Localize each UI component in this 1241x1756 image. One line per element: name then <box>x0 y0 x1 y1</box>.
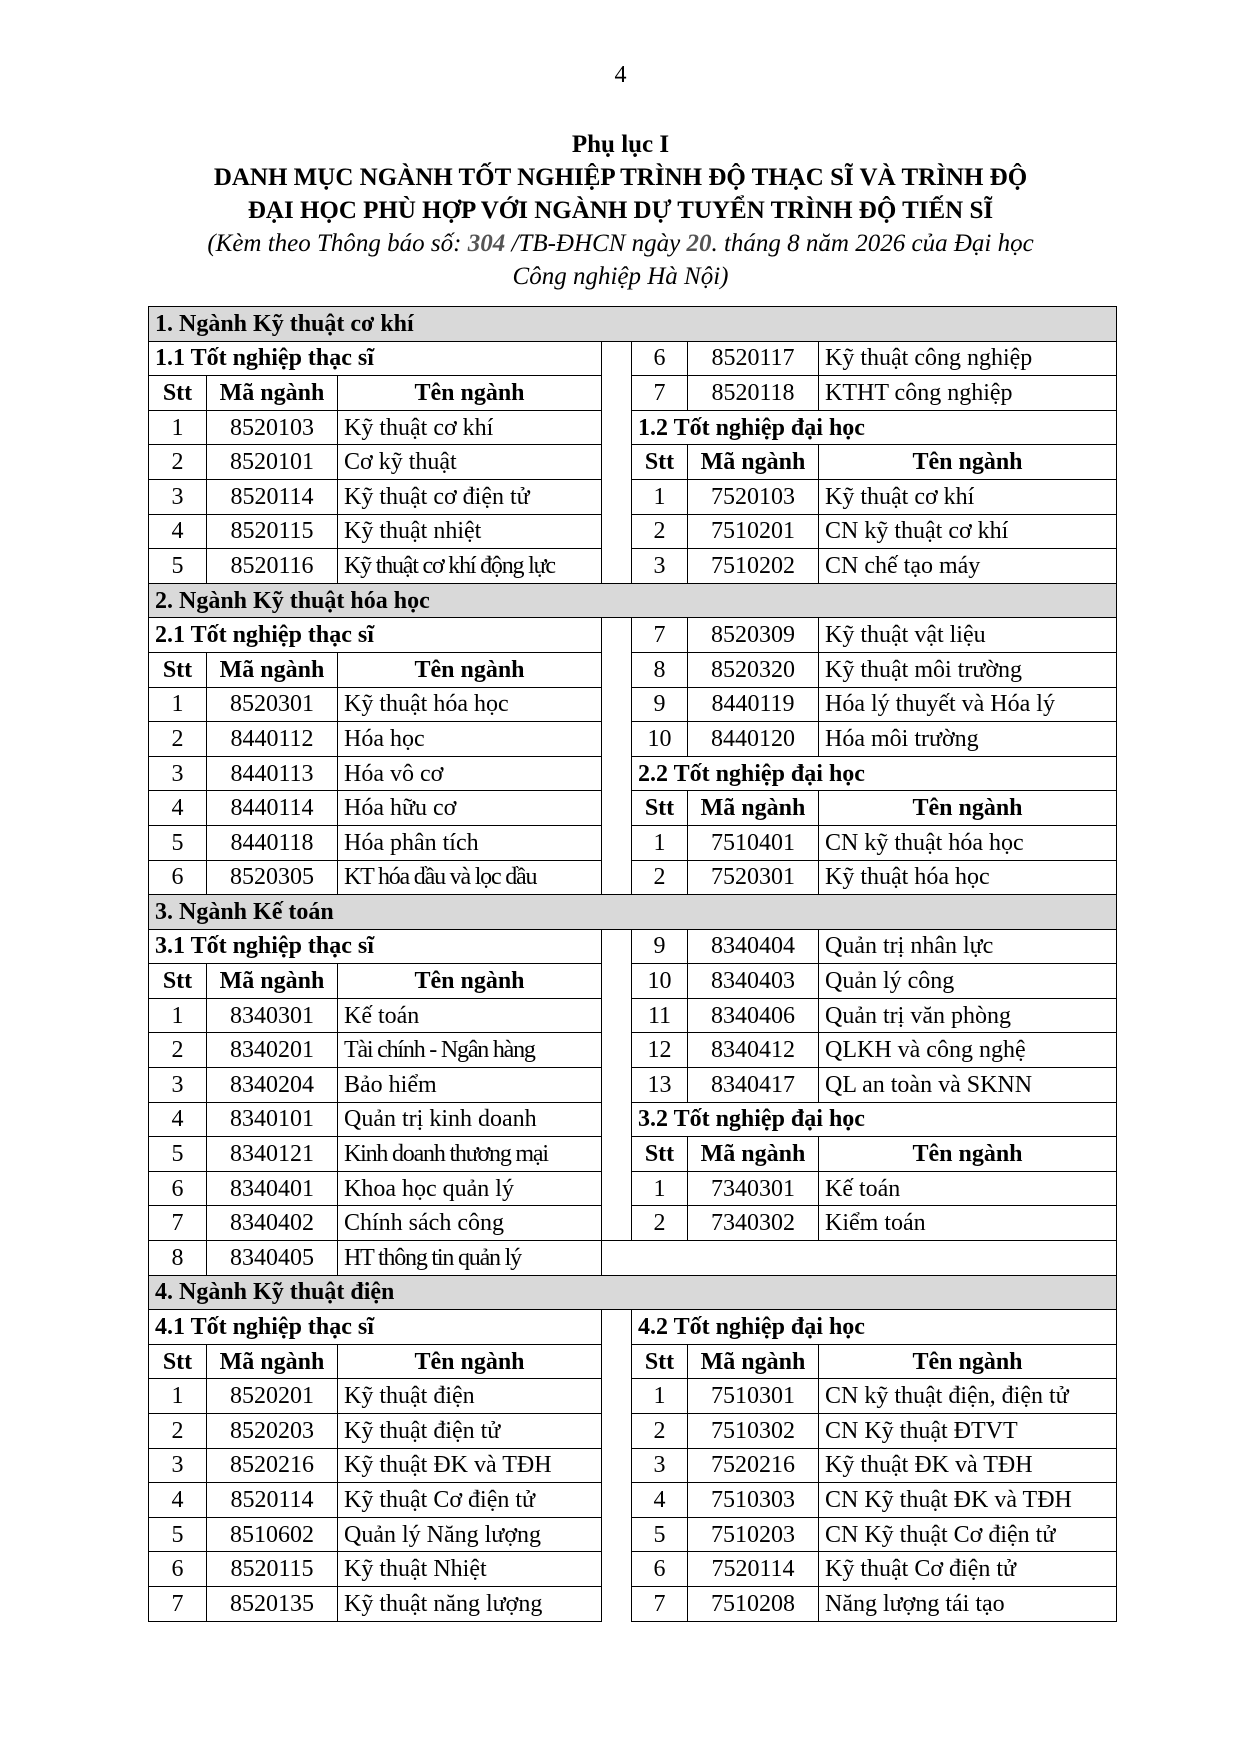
left-code-header: Mã ngành <box>207 376 338 411</box>
stt-cell: 9 <box>632 687 688 722</box>
stt-cell: 2 <box>632 860 688 895</box>
majors-table <box>148 306 1117 1622</box>
code-cell: 8340121 <box>207 1137 338 1172</box>
major-name-cell: KTHT công nghiệp <box>819 376 1117 411</box>
table-row <box>149 1552 1117 1587</box>
code-cell: 8340406 <box>688 998 819 1033</box>
column-gap <box>602 1448 632 1483</box>
major-name-cell: Hóa phân tích <box>338 825 602 860</box>
subsection-title: 2.1 Tốt nghiệp thạc sĩ <box>149 618 602 653</box>
code-cell: 8520117 <box>688 341 819 376</box>
stt-cell: 4 <box>149 514 207 549</box>
stt-cell: 8 <box>149 1241 207 1276</box>
section-title-row <box>149 307 1117 342</box>
table-row <box>149 1033 1117 1068</box>
column-gap <box>602 1552 632 1587</box>
major-name-cell: CN Kỹ thuật ĐK và TĐH <box>819 1483 1117 1518</box>
stt-cell: 3 <box>149 479 207 514</box>
column-gap <box>602 860 632 895</box>
major-name-cell: Khoa học quản lý <box>338 1171 602 1206</box>
subsection-title: 3.2 Tốt nghiệp đại học <box>632 1102 1117 1137</box>
major-name-cell: Hóa lý thuyết và Hóa lý <box>819 687 1117 722</box>
column-gap <box>602 1483 632 1518</box>
subsection-title: 1.2 Tốt nghiệp đại học <box>632 410 1117 445</box>
stt-cell: 2 <box>632 514 688 549</box>
section-title: 1. Ngành Kỹ thuật cơ khí <box>149 307 1117 342</box>
stt-cell: 8 <box>632 652 688 687</box>
subtitle-part-1: (Kèm theo Thông báo số: <box>207 230 468 257</box>
code-cell: 8520216 <box>207 1448 338 1483</box>
table-row <box>149 1102 1117 1137</box>
code-cell: 7510301 <box>688 1379 819 1414</box>
subtitle-line-2: Công nghiệp Hà Nội) <box>512 263 729 290</box>
left-name-header: Tên ngành <box>338 1344 602 1379</box>
major-name-cell: Cơ kỹ thuật <box>338 445 602 480</box>
table-row <box>149 756 1117 791</box>
code-cell: 8520309 <box>688 618 819 653</box>
major-name-cell: Bảo hiểm <box>338 1068 602 1103</box>
right-code-header: Mã ngành <box>688 1137 819 1172</box>
subsection-title: 3.1 Tốt nghiệp thạc sĩ <box>149 929 602 964</box>
code-cell: 8340201 <box>207 1033 338 1068</box>
left-code-header: Mã ngành <box>207 964 338 999</box>
major-name-cell: Quản trị kinh doanh <box>338 1102 602 1137</box>
code-cell: 7510201 <box>688 514 819 549</box>
section-title-row <box>149 1275 1117 1310</box>
right-stt-header: Stt <box>632 445 688 480</box>
code-cell: 7520216 <box>688 1448 819 1483</box>
table-row <box>149 549 1117 584</box>
code-cell: 8520201 <box>207 1379 338 1414</box>
column-gap <box>602 1310 632 1345</box>
table-row <box>149 825 1117 860</box>
document-heading <box>0 128 1241 293</box>
stt-cell: 4 <box>149 1102 207 1137</box>
empty-cell <box>602 1241 1117 1276</box>
table-row <box>149 998 1117 1033</box>
code-cell: 8510602 <box>207 1517 338 1552</box>
major-name-cell: Kỹ thuật ĐK và TĐH <box>338 1448 602 1483</box>
major-name-cell: Hóa môi trường <box>819 722 1117 757</box>
appendix-title: Phụ lục I <box>571 131 670 158</box>
column-gap <box>602 1068 632 1103</box>
code-cell: 8440112 <box>207 722 338 757</box>
column-gap <box>602 479 632 514</box>
code-cell: 8340101 <box>207 1102 338 1137</box>
column-gap <box>602 1102 632 1137</box>
column-gap <box>602 1379 632 1414</box>
table-row <box>149 1310 1117 1345</box>
code-cell: 8520203 <box>207 1414 338 1449</box>
major-name-cell: Năng lượng tái tạo <box>819 1586 1117 1621</box>
section-title: 3. Ngành Kế toán <box>149 895 1117 930</box>
column-gap <box>602 1414 632 1449</box>
stt-cell: 9 <box>632 929 688 964</box>
stt-cell: 5 <box>149 1137 207 1172</box>
major-name-cell: CN chế tạo máy <box>819 549 1117 584</box>
major-name-cell: Kỹ thuật cơ khí <box>819 479 1117 514</box>
table-row <box>149 410 1117 445</box>
major-name-cell: Kỹ thuật vật liệu <box>819 618 1117 653</box>
code-cell: 7340302 <box>688 1206 819 1241</box>
code-cell: 8340412 <box>688 1033 819 1068</box>
stt-cell: 7 <box>149 1586 207 1621</box>
page-number: 4 <box>614 62 627 88</box>
code-cell: 8340404 <box>688 929 819 964</box>
column-gap <box>602 1206 632 1241</box>
right-name-header: Tên ngành <box>819 1344 1117 1379</box>
right-code-header: Mã ngành <box>688 445 819 480</box>
major-name-cell: Kỹ thuật điện <box>338 1379 602 1414</box>
major-name-cell: Hóa học <box>338 722 602 757</box>
stt-cell: 3 <box>632 549 688 584</box>
column-gap <box>602 1171 632 1206</box>
stt-cell: 5 <box>149 549 207 584</box>
column-gap <box>602 341 632 376</box>
major-name-cell: Quản trị nhân lực <box>819 929 1117 964</box>
code-cell: 8520320 <box>688 652 819 687</box>
major-name-cell: CN kỹ thuật điện, điện tử <box>819 1379 1117 1414</box>
stt-cell: 2 <box>632 1206 688 1241</box>
stt-cell: 5 <box>149 1517 207 1552</box>
major-name-cell: Kỹ thuật môi trường <box>819 652 1117 687</box>
major-name-cell: Kỹ thuật điện tử <box>338 1414 602 1449</box>
title-line-1: DANH MỤC NGÀNH TỐT NGHIỆP TRÌNH ĐỘ THẠC SĨ VÀ TRÌNH ĐỘ <box>213 164 1028 191</box>
table-row <box>149 1517 1117 1552</box>
left-stt-header: Stt <box>149 652 207 687</box>
subsection-title: 4.1 Tốt nghiệp thạc sĩ <box>149 1310 602 1345</box>
stt-cell: 2 <box>149 1033 207 1068</box>
table-row <box>149 1483 1117 1518</box>
stt-cell: 6 <box>632 1552 688 1587</box>
right-stt-header: Stt <box>632 1344 688 1379</box>
major-name-cell: Hóa vô cơ <box>338 756 602 791</box>
stt-cell: 1 <box>632 1171 688 1206</box>
stt-cell: 13 <box>632 1068 688 1103</box>
left-name-header: Tên ngành <box>338 964 602 999</box>
code-cell: 8340204 <box>207 1068 338 1103</box>
code-cell: 8520101 <box>207 445 338 480</box>
left-code-header: Mã ngành <box>207 1344 338 1379</box>
major-name-cell: QL an toàn và SKNN <box>819 1068 1117 1103</box>
subsection-title: 4.2 Tốt nghiệp đại học <box>632 1310 1117 1345</box>
column-gap <box>602 376 632 411</box>
title-line-2: ĐẠI HỌC PHÙ HỢP VỚI NGÀNH DỰ TUYỂN TRÌNH ĐỘ TIẾN SĨ <box>247 197 994 224</box>
stt-cell: 1 <box>149 1379 207 1414</box>
stt-cell: 4 <box>632 1483 688 1518</box>
code-cell: 7510401 <box>688 825 819 860</box>
major-name-cell: QLKH và công nghệ <box>819 1033 1117 1068</box>
major-name-cell: Quản trị văn phòng <box>819 998 1117 1033</box>
major-name-cell: CN Kỹ thuật ĐTVT <box>819 1414 1117 1449</box>
code-cell: 7340301 <box>688 1171 819 1206</box>
left-code-header: Mã ngành <box>207 652 338 687</box>
major-name-cell: Tài chính - Ngân hàng <box>338 1033 602 1068</box>
right-code-header: Mã ngành <box>688 1344 819 1379</box>
major-name-cell: Chính sách công <box>338 1206 602 1241</box>
major-name-cell: Kỹ thuật cơ khí <box>338 410 602 445</box>
code-cell: 8340402 <box>207 1206 338 1241</box>
stt-cell: 6 <box>149 860 207 895</box>
major-name-cell: HT thông tin quản lý <box>338 1241 602 1276</box>
subtitle-line-1 <box>0 227 1241 260</box>
table-row <box>149 1414 1117 1449</box>
stt-cell: 5 <box>149 825 207 860</box>
code-cell: 7510303 <box>688 1483 819 1518</box>
stt-cell: 11 <box>632 998 688 1033</box>
code-cell: 8520115 <box>207 1552 338 1587</box>
section-title: 2. Ngành Kỹ thuật hóa học <box>149 583 1117 618</box>
left-name-header: Tên ngành <box>338 376 602 411</box>
left-stt-header: Stt <box>149 1344 207 1379</box>
code-cell: 8440118 <box>207 825 338 860</box>
table-row <box>149 479 1117 514</box>
column-gap <box>602 514 632 549</box>
table-row <box>149 1206 1117 1241</box>
right-stt-header: Stt <box>632 791 688 826</box>
column-gap <box>602 687 632 722</box>
table-row <box>149 964 1117 999</box>
major-name-cell: CN kỹ thuật hóa học <box>819 825 1117 860</box>
stt-cell: 1 <box>149 687 207 722</box>
code-cell: 7510208 <box>688 1586 819 1621</box>
code-cell: 7520103 <box>688 479 819 514</box>
major-name-cell: Kỹ thuật Cơ điện tử <box>338 1483 602 1518</box>
table-row <box>149 618 1117 653</box>
column-gap <box>602 1586 632 1621</box>
column-gap <box>602 1517 632 1552</box>
major-name-cell: Kỹ thuật Nhiệt <box>338 1552 602 1587</box>
column-gap <box>602 1137 632 1172</box>
table-row <box>149 1068 1117 1103</box>
table-row <box>149 514 1117 549</box>
code-cell: 7510202 <box>688 549 819 584</box>
major-name-cell: Kỹ thuật Cơ điện tử <box>819 1552 1117 1587</box>
major-name-cell: Kỹ thuật ĐK và TĐH <box>819 1448 1117 1483</box>
code-cell: 8440119 <box>688 687 819 722</box>
stt-cell: 7 <box>632 618 688 653</box>
left-stt-header: Stt <box>149 376 207 411</box>
stt-cell: 3 <box>149 1068 207 1103</box>
table-row <box>149 687 1117 722</box>
stt-cell: 3 <box>149 1448 207 1483</box>
code-cell: 8340401 <box>207 1171 338 1206</box>
code-cell: 8340403 <box>688 964 819 999</box>
table-row <box>149 445 1117 480</box>
stt-cell: 1 <box>632 479 688 514</box>
column-gap <box>602 929 632 964</box>
table-row <box>149 1241 1117 1276</box>
table-row <box>149 652 1117 687</box>
column-gap <box>602 445 632 480</box>
code-cell: 8340301 <box>207 998 338 1033</box>
column-gap <box>602 652 632 687</box>
right-name-header: Tên ngành <box>819 791 1117 826</box>
code-cell: 8340405 <box>207 1241 338 1276</box>
stt-cell: 4 <box>149 1483 207 1518</box>
right-stt-header: Stt <box>632 1137 688 1172</box>
column-gap <box>602 791 632 826</box>
major-name-cell: CN Kỹ thuật Cơ điện tử <box>819 1517 1117 1552</box>
stt-cell: 4 <box>149 791 207 826</box>
column-gap <box>602 722 632 757</box>
subsection-title: 1.1 Tốt nghiệp thạc sĩ <box>149 341 602 376</box>
stt-cell: 3 <box>632 1448 688 1483</box>
stt-cell: 3 <box>149 756 207 791</box>
stt-cell: 1 <box>632 1379 688 1414</box>
section-title-row <box>149 895 1117 930</box>
section-title: 4. Ngành Kỹ thuật điện <box>149 1275 1117 1310</box>
code-cell: 8520116 <box>207 549 338 584</box>
table-row <box>149 376 1117 411</box>
stt-cell: 2 <box>149 445 207 480</box>
section-title-row <box>149 583 1117 618</box>
column-gap <box>602 825 632 860</box>
stt-cell: 2 <box>149 722 207 757</box>
stt-cell: 12 <box>632 1033 688 1068</box>
major-name-cell: Kỹ thuật nhiệt <box>338 514 602 549</box>
code-cell: 8520135 <box>207 1586 338 1621</box>
major-name-cell: Kế toán <box>338 998 602 1033</box>
code-cell: 8520301 <box>207 687 338 722</box>
subtitle-part-3: . tháng 8 năm 2026 của Đại học <box>711 230 1034 257</box>
major-name-cell: Kinh doanh thương mại <box>338 1137 602 1172</box>
table-row <box>149 791 1117 826</box>
stt-cell: 10 <box>632 722 688 757</box>
column-gap <box>602 998 632 1033</box>
code-cell: 8340417 <box>688 1068 819 1103</box>
code-cell: 8520114 <box>207 479 338 514</box>
code-cell: 8440120 <box>688 722 819 757</box>
code-cell: 7510203 <box>688 1517 819 1552</box>
table-row <box>149 341 1117 376</box>
major-name-cell: Kế toán <box>819 1171 1117 1206</box>
stt-cell: 2 <box>149 1414 207 1449</box>
major-name-cell: Kỹ thuật hóa học <box>338 687 602 722</box>
stt-cell: 7 <box>632 1586 688 1621</box>
handwritten-number: 304 <box>467 230 506 257</box>
right-code-header: Mã ngành <box>688 791 819 826</box>
code-cell: 8440114 <box>207 791 338 826</box>
major-name-cell: Kiểm toán <box>819 1206 1117 1241</box>
subsection-title: 2.2 Tốt nghiệp đại học <box>632 756 1117 791</box>
table-row <box>149 722 1117 757</box>
table-row <box>149 929 1117 964</box>
code-cell: 8520115 <box>207 514 338 549</box>
code-cell: 8440113 <box>207 756 338 791</box>
column-gap <box>602 549 632 584</box>
left-name-header: Tên ngành <box>338 652 602 687</box>
major-name-cell: Kỹ thuật cơ khí động lực <box>338 549 602 584</box>
major-name-cell: Kỹ thuật năng lượng <box>338 1586 602 1621</box>
handwritten-day: 20 <box>686 230 712 257</box>
stt-cell: 6 <box>632 341 688 376</box>
major-name-cell: Kỹ thuật hóa học <box>819 860 1117 895</box>
table-row <box>149 1137 1117 1172</box>
left-stt-header: Stt <box>149 964 207 999</box>
stt-cell: 5 <box>632 1517 688 1552</box>
stt-cell: 7 <box>149 1206 207 1241</box>
stt-cell: 2 <box>632 1414 688 1449</box>
major-name-cell: Kỹ thuật công nghiệp <box>819 341 1117 376</box>
code-cell: 7510302 <box>688 1414 819 1449</box>
table-row <box>149 1448 1117 1483</box>
right-name-header: Tên ngành <box>819 1137 1117 1172</box>
column-gap <box>602 1344 632 1379</box>
table-row <box>149 1171 1117 1206</box>
code-cell: 8520305 <box>207 860 338 895</box>
table-row <box>149 1379 1117 1414</box>
stt-cell: 6 <box>149 1171 207 1206</box>
code-cell: 8520103 <box>207 410 338 445</box>
column-gap <box>602 756 632 791</box>
major-name-cell: Quản lý Năng lượng <box>338 1517 602 1552</box>
column-gap <box>602 410 632 445</box>
major-name-cell: CN kỹ thuật cơ khí <box>819 514 1117 549</box>
stt-cell: 1 <box>149 998 207 1033</box>
major-name-cell: Kỹ thuật cơ điện tử <box>338 479 602 514</box>
stt-cell: 6 <box>149 1552 207 1587</box>
subtitle-part-2: /TB-ĐHCN ngày <box>505 230 687 257</box>
table-row <box>149 1344 1117 1379</box>
stt-cell: 10 <box>632 964 688 999</box>
stt-cell: 1 <box>149 410 207 445</box>
table-row <box>149 860 1117 895</box>
code-cell: 7520301 <box>688 860 819 895</box>
code-cell: 8520114 <box>207 1483 338 1518</box>
code-cell: 8520118 <box>688 376 819 411</box>
code-cell: 7520114 <box>688 1552 819 1587</box>
stt-cell: 7 <box>632 376 688 411</box>
column-gap <box>602 1033 632 1068</box>
major-name-cell: KT hóa dầu và lọc dầu <box>338 860 602 895</box>
right-name-header: Tên ngành <box>819 445 1117 480</box>
column-gap <box>602 618 632 653</box>
major-name-cell: Quản lý công <box>819 964 1117 999</box>
table-row <box>149 1586 1117 1621</box>
major-name-cell: Hóa hữu cơ <box>338 791 602 826</box>
stt-cell: 1 <box>632 825 688 860</box>
column-gap <box>602 964 632 999</box>
